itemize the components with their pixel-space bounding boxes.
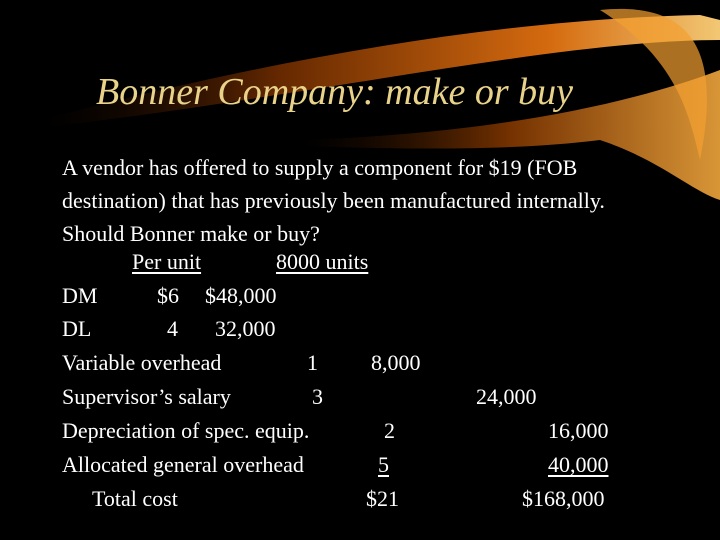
row-per-unit-supervisor-salary: 3 (312, 384, 323, 409)
row-label-variable-overhead: Variable overhead (62, 350, 222, 375)
intro-line: A vendor has offered to supply a component for $19 (FOB (62, 155, 578, 180)
row-per-unit-dl: 4 (167, 316, 178, 341)
intro-line: destination) that has previously been manufactured internally. (62, 188, 605, 213)
row-per-unit-dm: $6 (157, 283, 179, 308)
row-total-depreciation: 16,000 (548, 418, 609, 443)
row-label-total-cost: Total cost (92, 486, 178, 511)
row-label-dl: DL (62, 316, 92, 341)
units-header: 8000 units (276, 249, 369, 274)
row-label-supervisor-salary: Supervisor’s salary (62, 384, 231, 409)
row-per-unit-variable-overhead: 1 (307, 350, 318, 375)
row-label-dm: DM (62, 283, 98, 308)
row-label-allocated-overhead: Allocated general overhead (62, 452, 304, 477)
intro-line: Should Bonner make or buy? (62, 221, 320, 246)
row-per-unit-allocated-overhead: 5 (378, 452, 389, 477)
row-per-unit-depreciation: 2 (384, 418, 395, 443)
row-total-allocated-overhead: 40,000 (548, 452, 609, 477)
per-unit-header: Per unit (132, 249, 202, 274)
row-per-unit-total-cost: $21 (366, 486, 399, 511)
slide-title: Bonner Company: make or buy (96, 71, 574, 113)
row-total-total-cost: $168,000 (522, 486, 605, 511)
row-total-variable-overhead: 8,000 (371, 350, 421, 375)
row-total-dl: 32,000 (215, 316, 276, 341)
row-total-supervisor-salary: 24,000 (476, 384, 537, 409)
intro-paragraph (62, 151, 692, 250)
row-label-depreciation: Depreciation of spec. equip. (62, 418, 310, 443)
row-total-dm: $48,000 (205, 283, 277, 308)
